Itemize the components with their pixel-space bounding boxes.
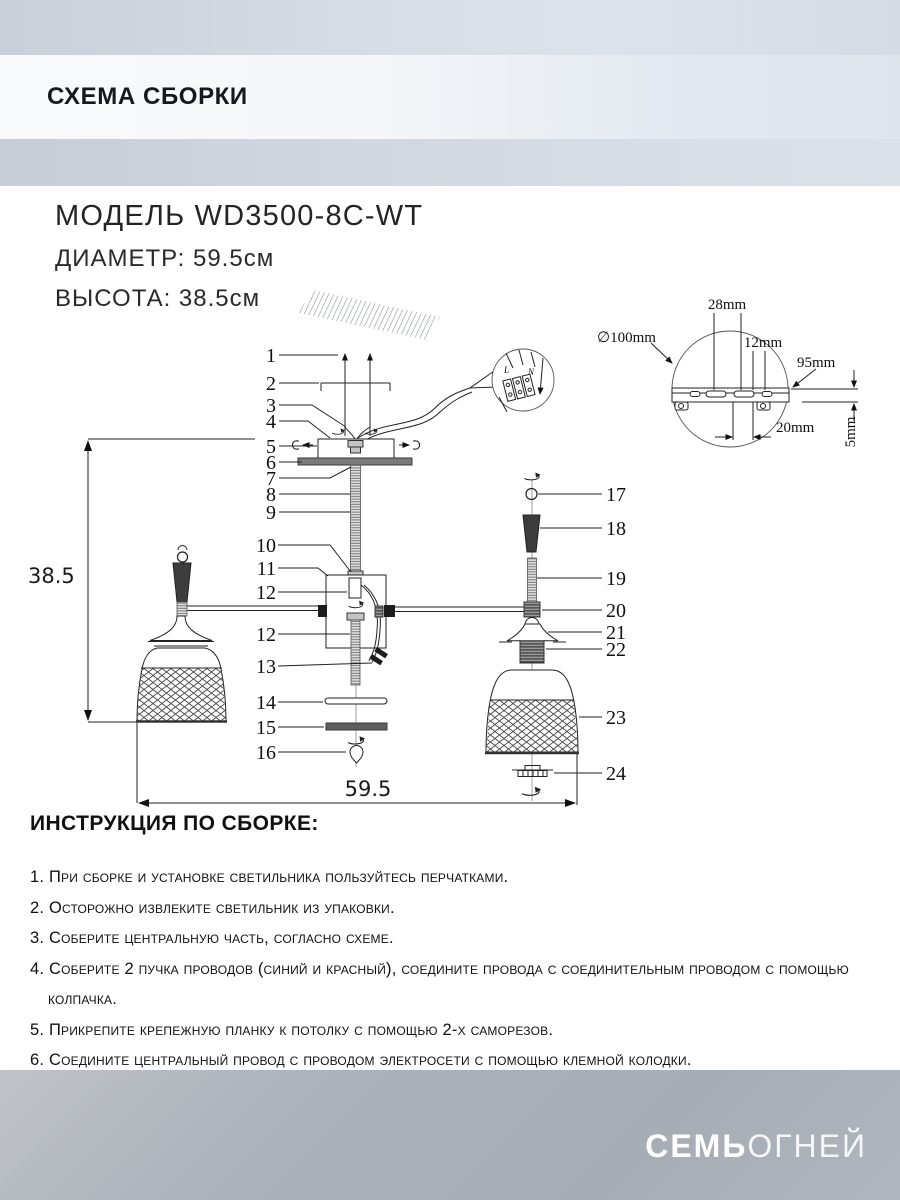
ceiling-plate xyxy=(298,458,412,465)
step-text: При сборке и установке светильника пользуйтесь перчатками. xyxy=(48,868,509,886)
part-label: 6 xyxy=(266,452,276,474)
header-band-top xyxy=(0,0,900,55)
part-label: 12 xyxy=(256,624,276,646)
instruction-step xyxy=(30,923,886,954)
dim-width-value: 59.5 xyxy=(344,777,392,801)
page-title: СХЕМА СБОРКИ xyxy=(47,83,248,110)
instruction-step xyxy=(30,893,886,924)
brand-bold: СЕМЬ xyxy=(645,1128,748,1164)
part-label: 5 xyxy=(266,436,276,458)
step-text: Соберите центральную часть, согласно схеме. xyxy=(48,929,394,947)
part-label: 20 xyxy=(606,600,626,622)
terminal-neutral-label: N xyxy=(528,367,535,377)
header-band-bottom xyxy=(0,139,900,186)
instruction-step xyxy=(30,862,886,893)
dim-height-value: 38.5 xyxy=(28,564,75,588)
step-number: 5. xyxy=(30,1020,45,1039)
part-label: 13 xyxy=(256,656,276,678)
detail-diameter: ∅100mm xyxy=(597,330,656,346)
ceiling-hatch xyxy=(298,290,440,340)
part-label: 11 xyxy=(256,558,276,580)
part-label: 19 xyxy=(606,568,626,590)
left-arm xyxy=(187,605,327,617)
assembly-diagram xyxy=(0,280,900,820)
part-label: 8 xyxy=(266,484,276,506)
step-text: Соедините центральный провод с проводом электросети с помощью клемной колодки. xyxy=(48,1051,692,1069)
detail-slot-spacing: 20mm xyxy=(776,420,815,436)
height-spec: ВЫСОТА: 38.5см xyxy=(55,285,261,312)
right-lamp-exploded xyxy=(485,472,579,795)
part-label: 17 xyxy=(606,484,626,506)
part-label: 12 xyxy=(256,582,276,604)
part-label: 9 xyxy=(266,502,276,524)
terminal-live-label: L xyxy=(504,365,510,375)
detail-hole-spacing: 28mm xyxy=(707,297,747,313)
step-text: Прикрепите крепежную планку к потолку с помощью 2-х саморезов. xyxy=(48,1020,554,1039)
ceiling-screws xyxy=(345,354,370,436)
brand-logo xyxy=(645,1128,867,1165)
detail-plate-thickness: 5mm xyxy=(843,416,859,448)
part-label: 2 xyxy=(266,373,276,395)
part-label: 24 xyxy=(606,763,626,785)
step-number: 4. xyxy=(30,959,45,978)
terminal-inset xyxy=(470,349,554,412)
brand-light: ОГНЕЙ xyxy=(747,1128,867,1164)
left-lamp xyxy=(136,546,227,722)
part-label: 23 xyxy=(606,707,626,729)
assembly-instructions xyxy=(30,812,886,1076)
detail-plate-length: 95mm xyxy=(797,355,836,371)
part-label: 14 xyxy=(256,692,276,714)
step-number: 1. xyxy=(30,868,45,886)
bracket-detail xyxy=(597,297,859,447)
part-label: 7 xyxy=(266,468,276,490)
part-label: 1 xyxy=(266,345,276,367)
mounting-strap xyxy=(321,383,390,391)
instructions-title: ИНСТРУКЦИЯ ПО СБОРКЕ: xyxy=(30,812,319,835)
part-label: 18 xyxy=(606,518,626,540)
instruction-step xyxy=(30,1015,886,1046)
step-number: 3. xyxy=(30,929,45,947)
model-name: МОДЕЛЬ WD3500-8C-WT xyxy=(55,200,424,232)
step-text: Осторожно извлеките светильник из упаковки. xyxy=(48,898,395,917)
footer xyxy=(0,1070,900,1200)
step-number: 6. xyxy=(30,1051,45,1069)
step-text: Соберите 2 пучка проводов (синий и красный), соедините провода с соединительным проводом с помощью колпачка. xyxy=(48,959,849,1008)
part-label: 16 xyxy=(256,742,276,764)
step-number: 2. xyxy=(30,898,45,917)
detail-hole-width: 12mm xyxy=(743,335,783,351)
right-arm xyxy=(375,605,524,617)
header xyxy=(0,55,900,139)
part-label: 10 xyxy=(256,535,276,557)
part-label: 22 xyxy=(606,639,626,661)
diameter-spec: ДИАМЕТР: 59.5см xyxy=(55,245,275,272)
part-label: 3 xyxy=(266,395,276,417)
part-label: 15 xyxy=(256,717,276,739)
instruction-step xyxy=(30,954,886,1015)
part-label: 4 xyxy=(266,411,276,433)
part-label: 21 xyxy=(606,622,626,644)
central-column xyxy=(326,465,388,685)
supply-wires xyxy=(358,388,472,442)
